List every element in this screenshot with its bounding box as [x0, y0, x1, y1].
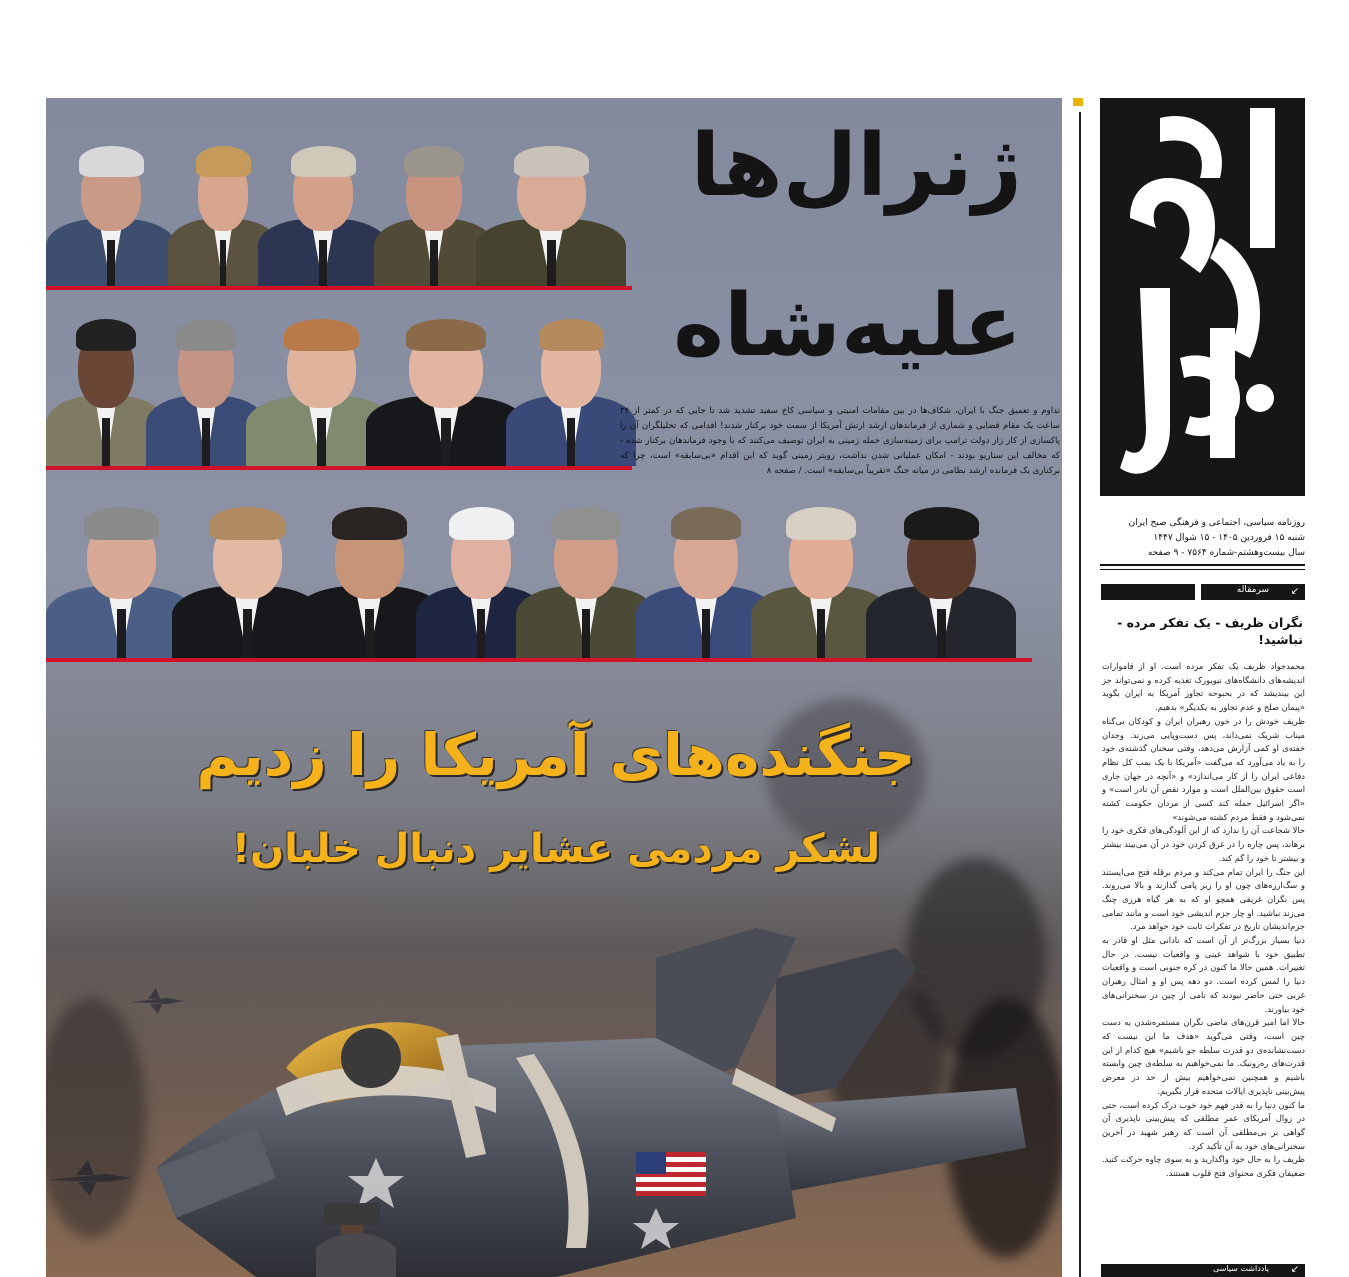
editorial-paragraph: ما کنون دنیا را به قدر فهم خود خوب درک کرده است، حتی در زوال آمریکای عمر مطلقی که پیش‌بینی ناپذیری آن گواهی بر بی‌مطلقی آن است که رهبر شهید در آخرین سخنرانی‌های خود به آن تأکید کرد.: [1102, 1099, 1305, 1151]
section-bar-white-gap: [1195, 584, 1201, 600]
corner-marker: [1073, 98, 1083, 106]
us-flag-icon: [636, 1152, 706, 1196]
editorial-body: [1102, 660, 1305, 1181]
editorial-section-label: سرمقاله: [1236, 585, 1269, 595]
officer-portrait: [476, 134, 626, 286]
officer-portrait: [506, 306, 636, 466]
bottom-section-label: یادداشت سیاسی: [1212, 1264, 1269, 1273]
editorial-section-bar: [1101, 584, 1305, 600]
officer-portrait: [866, 494, 1016, 658]
masthead-issue: سال بیست‌وهشتم-شماره ۷۵۶۴ - ۹ صفحه: [1147, 548, 1305, 558]
editorial-paragraph: دنیا بسیار بزرگ‌تر از آن است که نادانی مثل او قادر به تطبیق خود با شواهد عینی و واقعیات نیست. در حال تغییرات. همین حالا ما کنون در کره جنوبی است و واقعیات دنیا را لمس کرده است. دو دهه پس او و امثال رهبران غربی حتی حاضر نبودند که نامی از چین در سخنرانی‌های خود بیاورند.: [1102, 935, 1305, 1014]
arrow-icon: ↙: [1290, 1264, 1300, 1275]
row-divider-red: [46, 466, 632, 470]
officer-portrait: [366, 306, 526, 466]
bottom-section-bar: [1101, 1264, 1305, 1277]
arrow-icon: ↙: [1290, 586, 1300, 597]
row-divider-red: [46, 286, 632, 290]
fighter-jet-illustration: [136, 918, 1036, 1277]
distant-jet-icon: [46, 1158, 136, 1198]
masthead-date: شنبه ۱۵ فروردین ۱۴۰۵ - ۱۵ شوال ۱۴۴۷: [1153, 533, 1305, 543]
second-headline: جنگنده‌های آمریکا را زدیم: [196, 721, 916, 789]
row-divider-red: [46, 658, 1032, 662]
masthead-nameplate-box: [1100, 98, 1305, 496]
vertical-rule: [1079, 112, 1081, 1277]
officer-portrait: [258, 134, 388, 286]
officer-portrait: [516, 494, 656, 658]
nameplate-logo: [1100, 98, 1305, 496]
masthead-tagline: روزنامه سیاسی، اجتماعی و فرهنگی صبح ایران: [1128, 518, 1305, 528]
cover-photo-panel: [46, 98, 1062, 1277]
officer-portrait: [46, 134, 176, 286]
editorial-paragraph: ظریف را به حال خود واگذارید و به سوی چاوه حرکت کنید. ضعیفان فکری محتوای فتح قلوب هستند.: [1102, 1154, 1305, 1179]
lead-summary: تداوم و تعمیق جنگ با ایران، شکاف‌ها در بین مقامات امنیتی و سیاسی کاخ سفید تشدید شد تا جایی که در کمتر از ۲۴ ساعت یک مقام قضایی و شماری از فرماندهان ارشد ارتش آمریکا از سمت خود برکنار شدند! اقدامی که تحلیلگران آن را پاکسازی از کار زار دولت ترامپ برای زمینه‌سازی حمله زمینی به ایران توصیف می‌کنند که با وجود فرماندهان برکنار شده - که مخالف این سناریو بودند - امکان عملیاتی شدن نداشت، رویتر زمینی گوید که این اقدام «بی‌سابقه» است، چرا که برکناری یک فرمانده ارشد نظامی در میانه جنگ «تقریباً بی‌سابقه» است. / صفحه ۸: [620, 406, 1060, 476]
editorial-paragraph: محمدجواد ظریف یک تفکر مرده است. او از قاموارات اندیشه‌های دانشگاه‌های نیویورک تغذیه کرده و نمی‌تواند جز این بیندیشد که در بحبوحه تجاوز آمریکا به ایران بگوید «پیمان صلح و عدم تجاوز به یکدیگر» بدهیم.: [1102, 661, 1305, 713]
editorial-paragraph: ظریف خودش را در خون رهبران ایران و کودکان بی‌گناه میناب شریک نمی‌داند، پس دست‌وپایی می‌زند. وجدان خفته‌ی او کمی آزارش می‌دهد، وقتی سخنان گذشته‌ی خود را به یاد می‌آورد که می‌گفت «آمریکا با یک بمب کل نظام دفاعی ایران را از کار می‌اندازد» و «آنچه در جهان جاری است حقوق بین‌الملل است و موارد نقض آن نادر است» و «اگر اسرائیل حمله کند کسی از مردان حکومت کشته نمی‌شود و فقط مردم کشته می‌شوند»: [1102, 715, 1305, 822]
masthead-rule: [1100, 569, 1305, 570]
lead-headline-line1: ژنرال‌ها: [690, 116, 1022, 216]
masthead-rule: [1100, 564, 1305, 566]
editorial-paragraph: حالا شجاعت آن را ندارد که از این آلودگی‌های فکری خود را برهاند، پس چاره را در غرق کردن خود در آن می‌بیند بیشتر و بیشتر تا خود را گم کند.: [1102, 825, 1305, 863]
lead-headline-line2: علیه‌شاه: [673, 276, 1022, 376]
second-subheadline: لشکر مردمی عشایر دنبال خلبان!: [231, 826, 881, 872]
editorial-title: نگران ظریف - یک تفکر مرده - نباشید!: [1117, 615, 1303, 647]
editorial-paragraph: این جنگ را ایران تمام می‌کند و مردم برقله فتح می‌ایستند و سگ‌ارزه‌های چون او را زیر پامی گذارند و بالا می‌روند. پس نگران غریقی همچو او که به هر گیاه هرزی چنگ می‌زند نباشید. او چار جزم اندیشی خود است و مانند تمامی جزم‌اندیشان تاریخ در تفکرات ثابت خود خواهد مرد.: [1102, 866, 1305, 932]
editorial-paragraph: حالا اما امیر قرن‌های ماضی نگران مستمره‌شدن یه دست چین است، وقتی می‌گوید «هدف ما این نیست که دست‌نشانده‌ی دو قدرت سلطه جو باشیم» هیچ کدام از این قدرت‌های ره‌رونیک. ما نمی‌خواهیم به سلطه‌ی چین وابسته باشیم و همچنین نمی‌خواهیم بیش از حد در معرض پیش‌بینی ناپذیری ایالات متحده قرار بگیریم.: [1102, 1017, 1305, 1096]
